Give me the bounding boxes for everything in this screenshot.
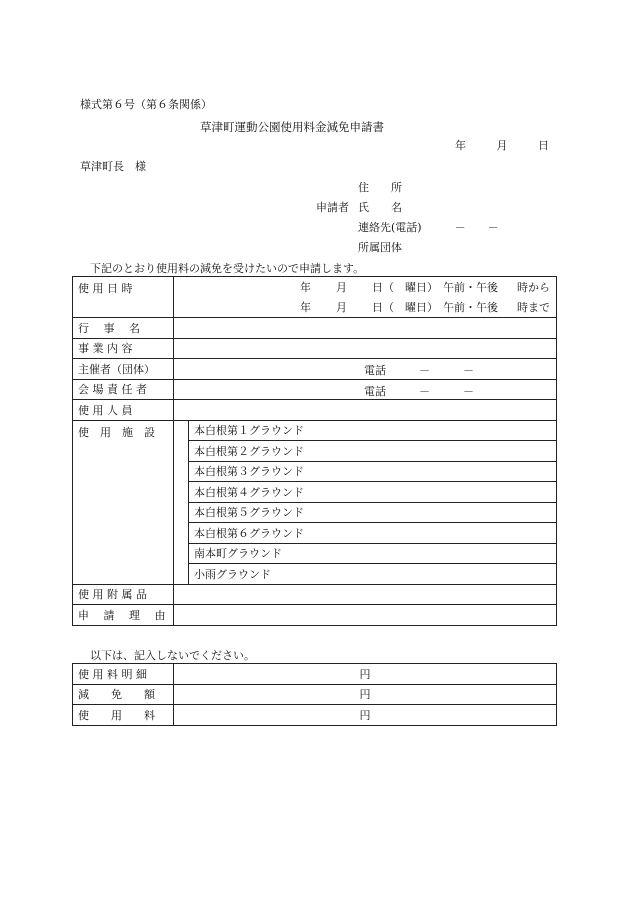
office-note: 以下は、記入しないでください。 bbox=[90, 649, 255, 662]
venue-manager-label: 会 場 責 任 者 bbox=[73, 379, 174, 400]
facility-option[interactable]: 小雨グラウンド bbox=[189, 564, 557, 585]
facility-option[interactable]: 本白根第４グラウンド bbox=[189, 482, 557, 503]
users-label: 使 用 人 員 bbox=[73, 400, 174, 421]
form-title: 草津町運動公園使用料金減免申請書 bbox=[200, 120, 384, 134]
content-label: 事 業 内 容 bbox=[73, 338, 174, 359]
users-field[interactable] bbox=[174, 400, 557, 421]
facilities-label: 使 用 施 設 bbox=[73, 420, 174, 584]
time-from-line: 年 月 日（ 曜日） 午前・午後 時から bbox=[300, 281, 550, 294]
form-number: 様式第６号（第６条関係） bbox=[80, 98, 212, 111]
intro-text: 下記のとおり使用料の減免を受けたいので申請します。 bbox=[90, 262, 365, 275]
time-until-line: 年 月 日（ 曜日） 午前・午後 時まで bbox=[300, 301, 550, 314]
facility-option[interactable]: 本白根第２グラウンド bbox=[189, 441, 557, 462]
fee-value: 円 bbox=[174, 705, 557, 726]
equipment-label: 使 用 附 属 品 bbox=[73, 584, 174, 605]
fee-label: 使 用 料 bbox=[73, 705, 174, 726]
organizer-label: 主催者（団体） bbox=[73, 359, 174, 380]
applicant-org-label: 所属団体 bbox=[358, 241, 402, 254]
date-month: 月 bbox=[496, 139, 508, 152]
date-line bbox=[455, 139, 549, 153]
applicant-name-label: 氏 名 bbox=[358, 201, 402, 214]
venue-manager-field[interactable] bbox=[174, 379, 557, 400]
organizer-phone: 電話 － － bbox=[364, 364, 474, 377]
applicant-address-label: 住 所 bbox=[358, 181, 402, 194]
content-field[interactable] bbox=[174, 338, 557, 359]
fee-detail-label: 使 用 料 明 細 bbox=[73, 664, 174, 685]
fee-detail-value: 円 bbox=[174, 664, 557, 685]
organizer-field[interactable] bbox=[174, 359, 557, 380]
event-name-field[interactable] bbox=[174, 318, 557, 339]
usage-datetime-label: 使 用 日 時 bbox=[73, 277, 174, 318]
reason-label: 申 請 理 由 bbox=[73, 605, 174, 626]
applicant-block bbox=[316, 181, 556, 261]
applicant-contact-label: 連絡先(電話) － － bbox=[358, 221, 499, 234]
applicant-label: 申請者 bbox=[316, 201, 349, 214]
event-name-label: 行 事 名 bbox=[73, 318, 174, 339]
application-table bbox=[72, 276, 557, 626]
usage-datetime-field[interactable] bbox=[174, 277, 557, 318]
facility-option[interactable]: 本白根第５グラウンド bbox=[189, 502, 557, 523]
reduction-label: 減 免 額 bbox=[73, 684, 174, 705]
facilities-indent bbox=[174, 420, 189, 584]
facility-option[interactable]: 本白根第６グラウンド bbox=[189, 523, 557, 544]
date-year: 年 bbox=[455, 139, 466, 152]
facility-option[interactable]: 南本町グラウンド bbox=[189, 543, 557, 564]
equipment-field[interactable] bbox=[174, 584, 557, 605]
addressee: 草津町長 様 bbox=[80, 160, 146, 173]
facility-option[interactable]: 本白根第３グラウンド bbox=[189, 461, 557, 482]
date-day: 日 bbox=[538, 139, 549, 152]
reduction-value: 円 bbox=[174, 684, 557, 705]
facility-option[interactable]: 本白根第１グラウンド bbox=[189, 420, 557, 441]
office-use-table bbox=[72, 663, 557, 726]
reason-field[interactable] bbox=[174, 605, 557, 626]
venue-manager-phone: 電話 － － bbox=[364, 384, 474, 398]
